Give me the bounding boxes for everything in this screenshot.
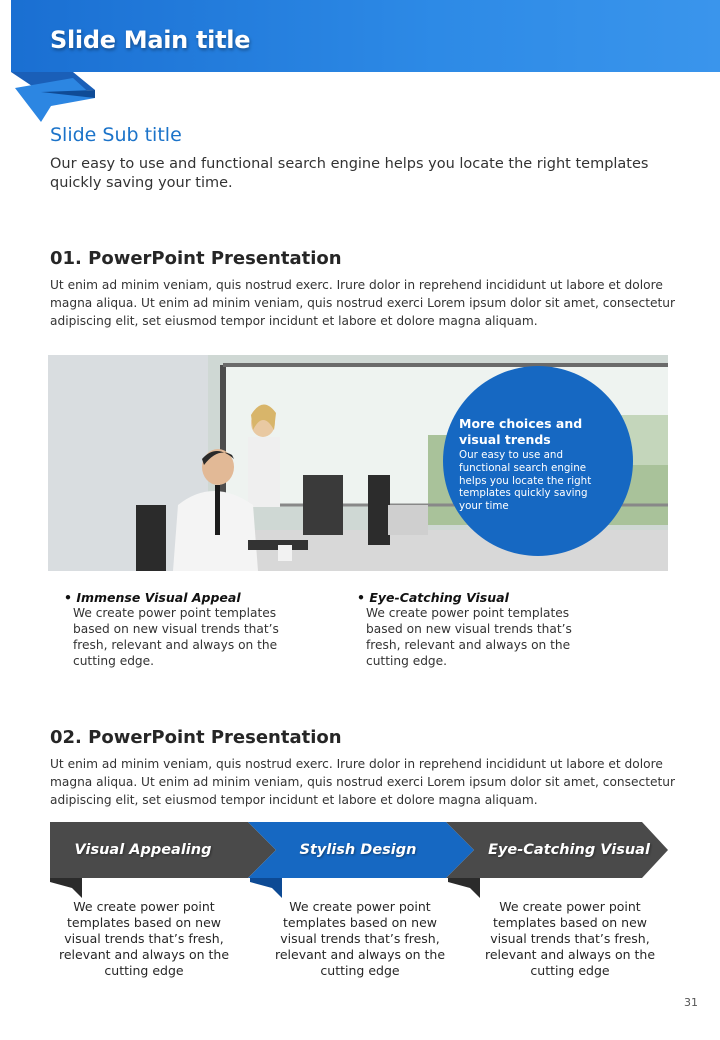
feature-immense-visual-appeal: • Immense Visual Appeal We create power point templates based on new visual trends that’s fresh, relevant and always on the cutting edge. xyxy=(64,590,304,669)
page-number: 31 xyxy=(684,996,698,1009)
slide-subtitle: Slide Sub title xyxy=(50,124,182,146)
section-1-heading: 01. PowerPoint Presentation xyxy=(50,248,342,269)
section-2-body: Ut enim ad minim veniam, quis nostrud exerc. Irure dolor in reprehend incididunt ut labore et dolore magna aliqua. Ut enim ad minim veniam, quis nostrud exerci Lorem ipsum dolor sit amet, consectetur adipiscing elit, set eiusmod tempor incidunt et labore et dolore magna aliquam. xyxy=(50,757,675,807)
ribbon-fold-decoration xyxy=(11,72,101,122)
process-step-eye-catching-visual xyxy=(474,822,664,878)
intro-text: Our easy to use and functional search engine helps you locate the right templates quickly saving your time. xyxy=(50,156,649,191)
process-step-visual-appealing xyxy=(50,822,236,878)
section-2-heading: 02. PowerPoint Presentation xyxy=(50,727,342,748)
feature-eye-catching-visual: • Eye-Catching Visual We create power point templates based on new visual trends that’s fresh, relevant and always on the cutting edge. xyxy=(357,590,597,669)
process-step-2-text: We create power point templates based on new visual trends that’s fresh, relevant and always on the cutting edge xyxy=(274,899,446,978)
feature-text: We create power point templates based on new visual trends that’s fresh, relevant and always on the cutting edge. xyxy=(366,606,572,668)
process-step-stylish-design xyxy=(268,822,448,878)
process-step-3-text: We create power point templates based on new visual trends that’s fresh, relevant and always on the cutting edge xyxy=(484,899,656,978)
feature-text: We create power point templates based on new visual trends that’s fresh, relevant and always on the cutting edge. xyxy=(73,606,279,668)
section-1-body: Ut enim ad minim veniam, quis nostrud exerc. Irure dolor in reprehend incididunt ut labore et dolore magna aliqua. Ut enim ad minim veniam, quis nostrud exerci Lorem ipsum dolor sit amet, consectetur adipiscing elit, set eiusmod tempor incidunt et labore et dolore magna aliquam. xyxy=(50,278,675,328)
callout-circle xyxy=(443,366,633,556)
process-step-label: Visual Appealing xyxy=(74,842,212,858)
callout-title: More choices and visual trends xyxy=(459,416,583,447)
slide-main-title: Slide Main title xyxy=(50,26,251,54)
feature-title: Immense Visual Appeal xyxy=(76,590,241,605)
callout-text: Our easy to use and functional search engine helps you locate the right templates quickly saving your time xyxy=(459,449,592,513)
process-step-label: Eye-Catching Visual xyxy=(488,842,650,858)
process-step-label: Stylish Design xyxy=(299,842,417,858)
feature-title: Eye-Catching Visual xyxy=(369,590,509,605)
process-step-1-text: We create power point templates based on new visual trends that’s fresh, relevant and always on the cutting edge xyxy=(58,899,230,978)
